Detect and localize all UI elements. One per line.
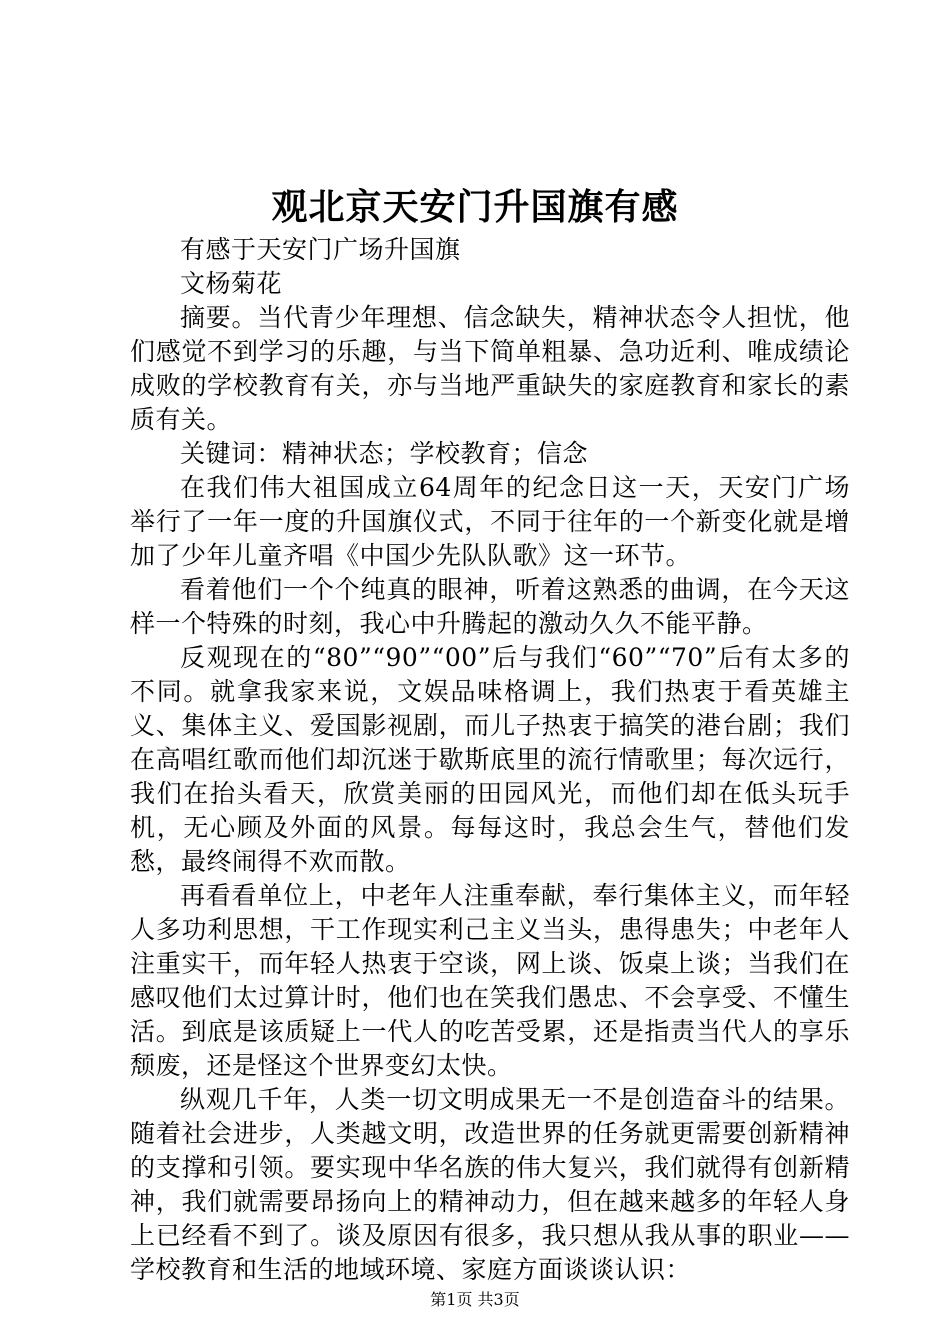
body-paragraph: 看着他们一个个纯真的眼神，听着这熟悉的曲调，在今天这样一个特殊的时刻，我心中升腾起的激动久久不能平静。	[130, 575, 850, 638]
abstract-paragraph: 摘要。当代青少年理想、信念缺失，精神状态令人担忧，他们感觉不到学习的乐趣，与当下简单粗暴、急功近利、唯成绩论成败的学校教育有关，亦与当地严重缺失的家庭教育和家长的素质有关。	[130, 303, 850, 434]
author-paragraph: 文杨菊花	[180, 269, 283, 298]
body-paragraph: 反观现在的“80”“90”“00”后与我们“60”“70”后有太多的不同。就拿我家来说，文娱品味格调上，我们热衷于看英雄主义、集体主义、爱国影视剧，而儿子热衷于搞笑的港台剧；我们在高唱红歌而他们却沉迷于歇斯底里的流行情歌里；每次远行，我们在抬头看天，欣赏美丽的田园风光，而他们却在低头玩手机，无心顾及外面的风景。每每这时，我总会生气，替他们发愁，最终闹得不欢而散。	[130, 643, 850, 876]
page-footer: 第1页 共3页	[430, 1290, 520, 1309]
document-body	[130, 233, 850, 1287]
document-title: 观北京天安门升国旗有感	[271, 186, 679, 228]
body-paragraph: 再看看单位上，中老年人注重奉献，奉行集体主义，而年轻人多功利思想，干工作现实利己主义当头，患得患失；中老年人注重实干，而年轻人热衷于空谈，网上谈、饭桌上谈；当我们在感叹他们太过算计时，他们也在笑我们愚忠、不会享受、不懂生活。到底是该质疑上一代人的吃苦受累，还是指责当代人的享乐颓废，还是怪这个世界变幻太快。	[130, 881, 850, 1080]
subtitle-paragraph: 有感于天安门广场升国旗	[180, 235, 461, 264]
keywords-paragraph: 关键词：精神状态；学校教育；信念	[180, 439, 589, 468]
body-paragraph: 在我们伟大祖国成立64周年的纪念日这一天，天安门广场举行了一年一度的升国旗仪式，不同于往年的一个新变化就是增加了少年儿童齐唱《中国少先队队歌》这一环节。	[130, 473, 850, 570]
body-paragraph: 纵观几千年，人类一切文明成果无一不是创造奋斗的结果。随着社会进步，人类越文明，改造世界的任务就更需要创新精神的支撑和引领。要实现中华名族的伟大复兴，我们就得有创新精神，我们就需要昂扬向上的精神动力，但在越来越多的年轻人身上已经看不到了。谈及原因有很多，我只想从我从事的职业——学校教育和生活的地域环境、家庭方面谈谈认识：	[130, 1085, 850, 1284]
